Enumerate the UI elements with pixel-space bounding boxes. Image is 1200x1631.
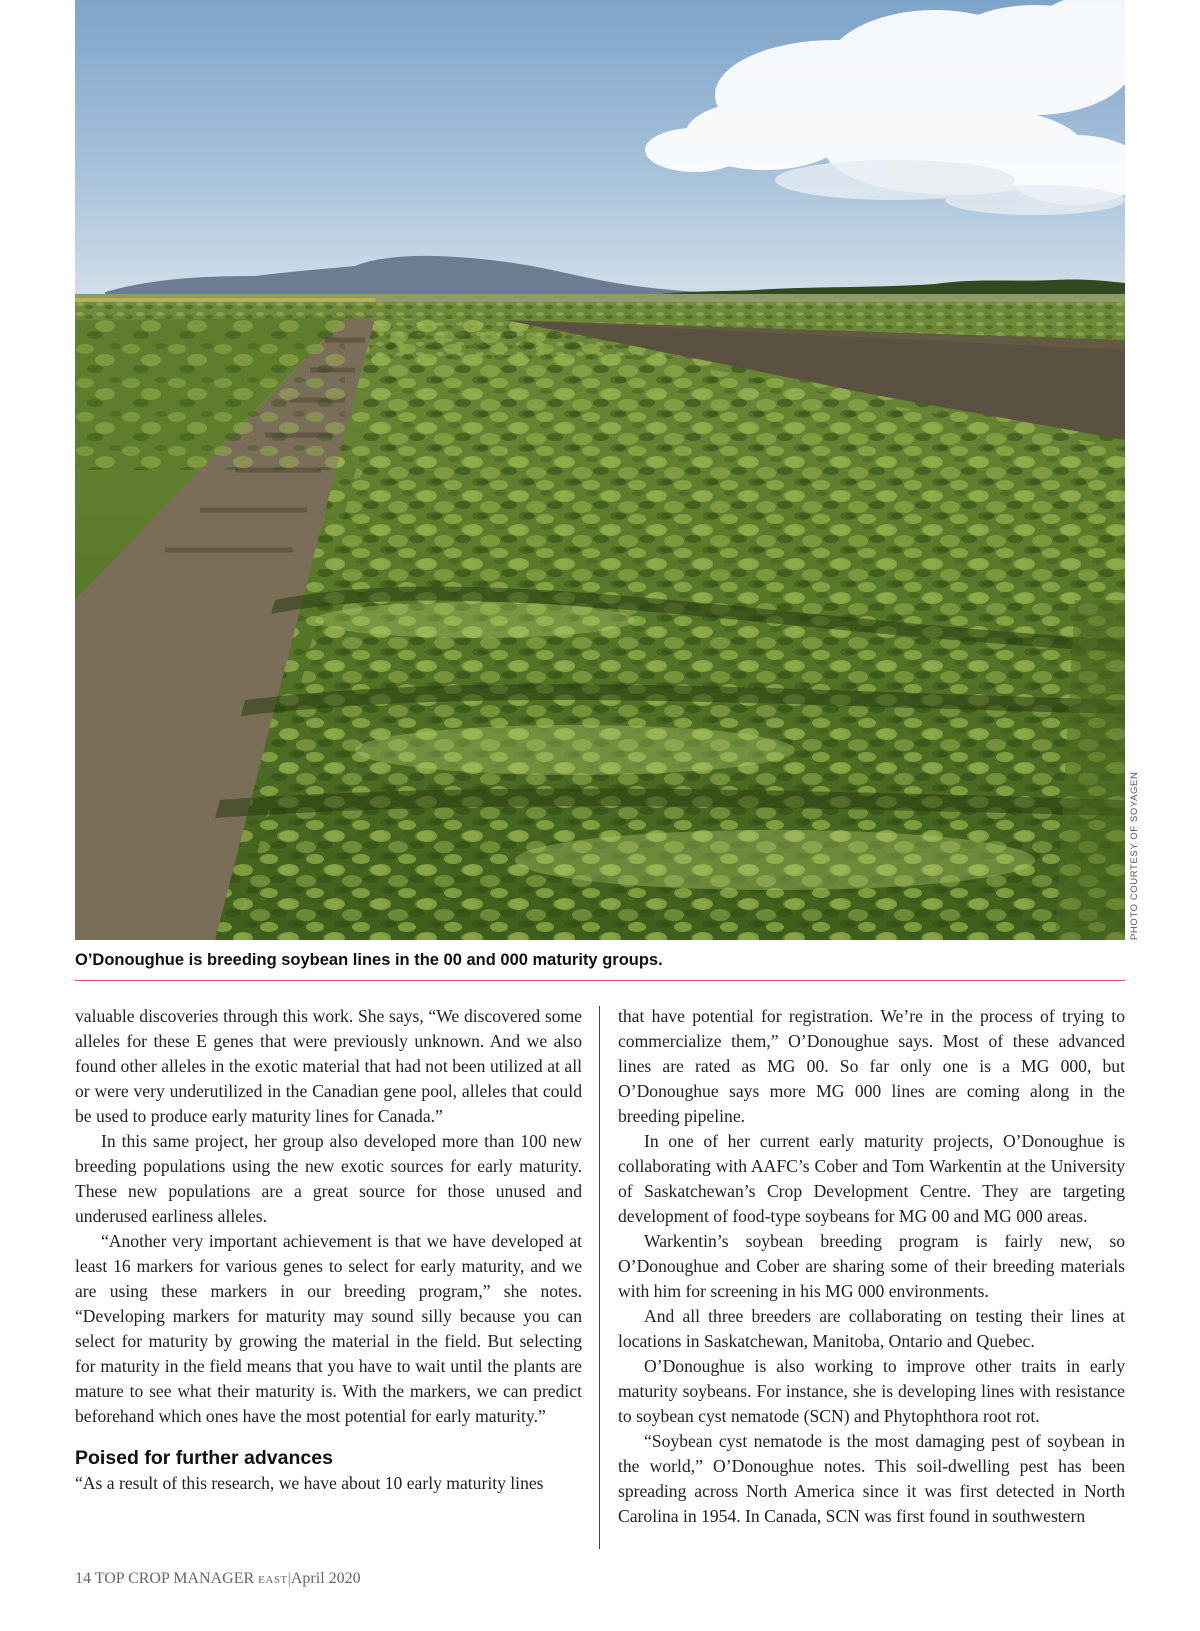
paragraph: that have potential for registration. We’re in the process of trying to commercialize them,” O’Donoughue says. Most of these advanced lines are rated as MG 00. So far only one is a MG 000, but O’Donoughue says more MG 000 lines are coming along in the breeding pipeline. [618,1006,1125,1126]
photo-caption: O’Donoughue is breeding soybean lines in the 00 and 000 maturity groups. [75,951,663,969]
page-number: 14 [75,1570,91,1587]
paragraph: In this same project, her group also developed more than 100 new breeding populations using the new exotic sources for early maturity. These new populations are a great source for those unused and underused earliness alleles. [75,1131,582,1226]
footer-separator: | [287,1570,291,1587]
caption-divider [75,980,1125,981]
magazine-edition: EAST [258,1574,288,1586]
article-left-column [75,1004,582,1496]
magazine-name: TOP CROP MANAGER [94,1570,255,1587]
article-right-column [618,1004,1125,1529]
issue-date: April 2020 [290,1570,361,1587]
paragraph: “Another very important achievement is that we have developed at least 16 markers for various genes to select for early maturity, and we are using these markers in our breeding program,” she notes. “Developing markers for maturity may sound silly because you can select for maturity by growing the material in the field. But selecting for maturity in the field means that you have to wait until the plants are mature to see what their maturity is. With the markers, we can predict beforehand which ones have the most potential for early maturity.” [75,1231,582,1426]
soybean-field-photo [75,0,1125,940]
paragraph: Warkentin’s soybean breeding program is fairly new, so O’Donoughue and Cober are sharing some of their breeding materials with him for screening in his MG 000 environments. [618,1231,1125,1301]
paragraph: In one of her current early maturity projects, O’Donoughue is collaborating with AAFC’s Cober and Tom Warkentin at the University of Saskatchewan’s Crop Development Centre. They are targeting development of food-type soybeans for MG 00 and MG 000 areas. [618,1131,1125,1226]
column-divider [599,1006,600,1549]
section-heading: Poised for further advances [75,1447,333,1469]
paragraph: “Soybean cyst nematode is the most damaging pest of soybean in the world,” O’Donoughue notes. This soil-dwelling pest has been spreading across North America since it was first detected in North Carolina in 1954. In Canada, SCN was first found in southwestern [618,1431,1125,1526]
paragraph: valuable discoveries through this work. She says, “We discovered some alleles for these E genes that were previously unknown. And we also found other alleles in the exotic material that had not been utilized at all or were very underutilized in the Canadian gene pool, alleles that could be used to produce early maturity lines for Canada.” [75,1006,582,1126]
paragraph: And all three breeders are collaborating on testing their lines at locations in Saskatchewan, Manitoba, Ontario and Quebec. [618,1306,1125,1351]
photo-credit: PHOTO COURTESY OF SOYAGEN [1129,771,1140,940]
page-footer [75,1570,361,1588]
paragraph: “As a result of this research, we have about 10 early maturity lines [75,1473,544,1493]
paragraph: O’Donoughue is also working to improve other traits in early maturity soybeans. For instance, she is developing lines with resistance to soybean cyst nematode (SCN) and Phytophthora root rot. [618,1356,1125,1426]
field-photo-graphic [75,0,1125,940]
